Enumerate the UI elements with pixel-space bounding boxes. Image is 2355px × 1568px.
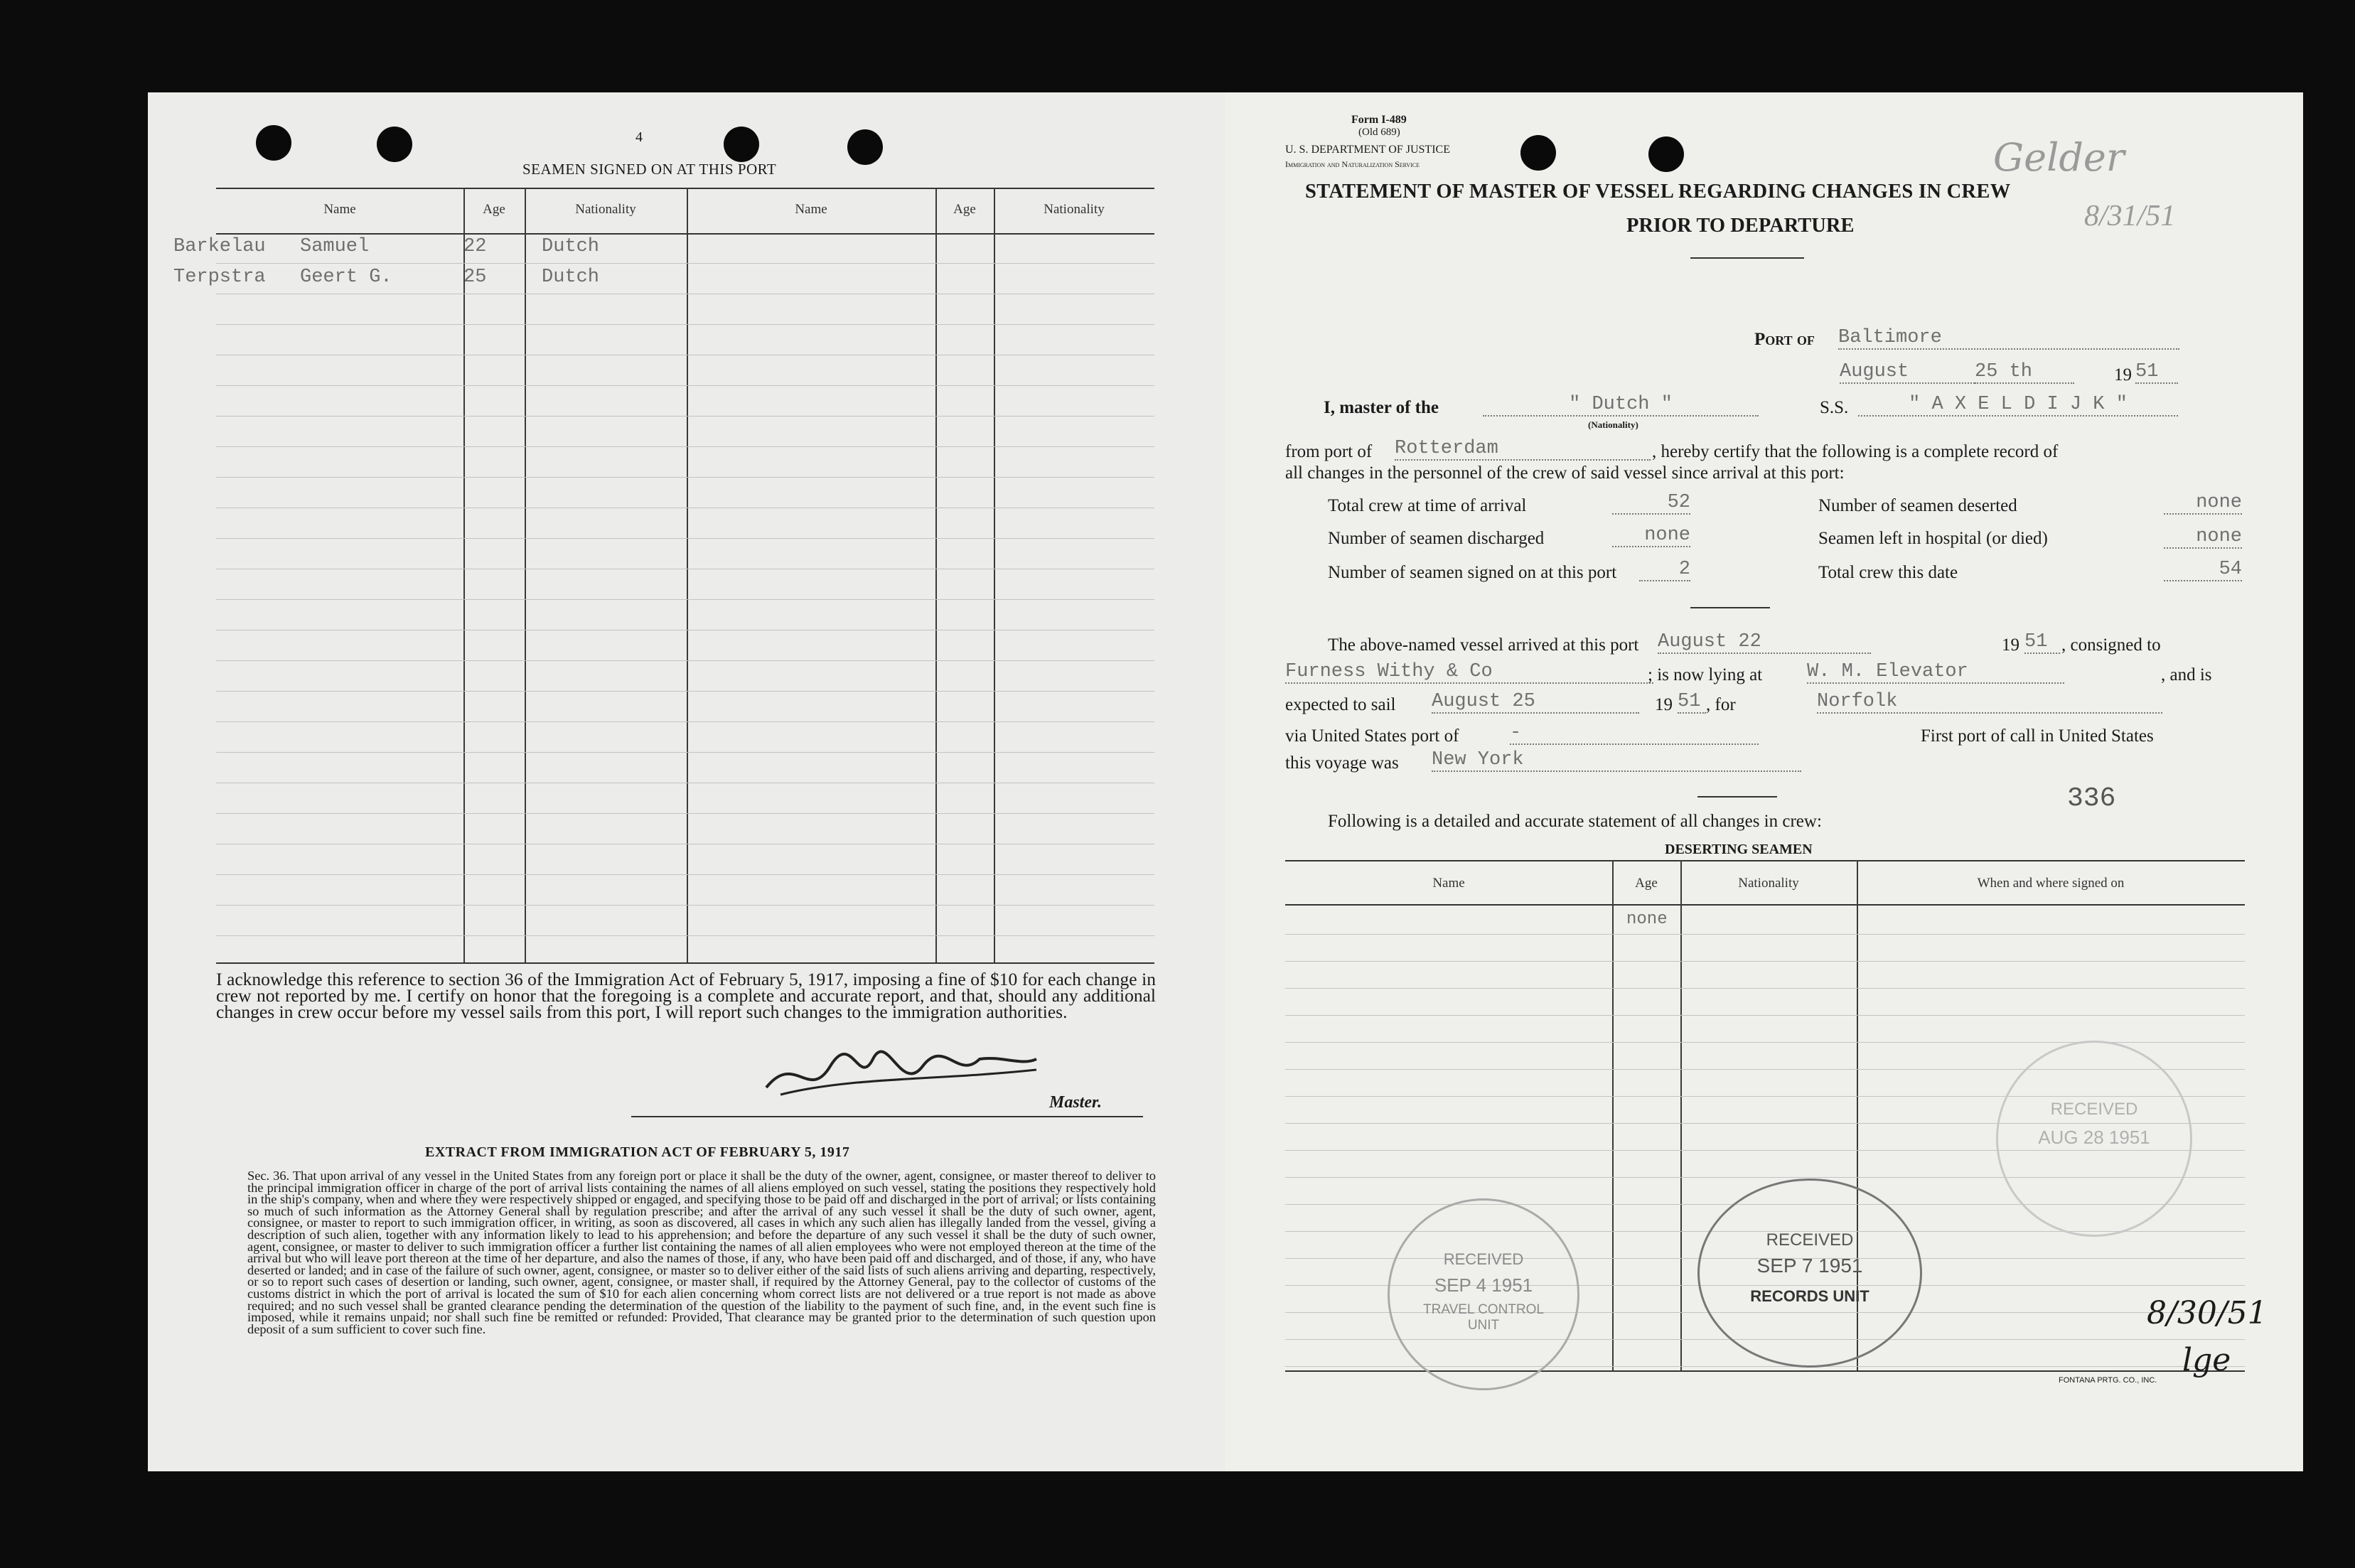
certify-text-2: all changes in the personnel of the crew of said vessel since arrival at this port: <box>1285 463 1845 483</box>
expected-year: 51 <box>1678 691 1706 714</box>
ruled-line <box>216 385 1154 386</box>
nationality-caption: (Nationality) <box>1588 419 1638 430</box>
certify-text: , hereby certify that the following is a complete record of <box>1652 442 2059 461</box>
for-label: , for <box>1706 695 1736 714</box>
document-number: 336 <box>2067 783 2116 814</box>
port-value: Baltimore <box>1838 327 2179 350</box>
column-header: Age <box>1635 876 1658 891</box>
arrived-year: 51 <box>2024 631 2060 654</box>
ruled-line <box>216 538 1154 539</box>
left-page <box>148 92 1231 1471</box>
ruled-line <box>216 324 1154 325</box>
and-is: , and is <box>2161 665 2212 684</box>
stat-value: none <box>1612 525 1690 547</box>
master-of-label: I, master of the <box>1324 398 1439 417</box>
form-title: STATEMENT OF MASTER OF VESSEL REGARDING CHANGES IN CREW <box>1305 181 2011 203</box>
lying-label: ; is now lying at <box>1648 665 1763 684</box>
section-title: SEAMEN SIGNED ON AT THIS PORT <box>522 161 777 178</box>
stat-label: Number of seamen discharged <box>1328 529 1545 548</box>
via-value: - <box>1510 722 1759 745</box>
voyage-value: New York <box>1432 749 1801 772</box>
date-day: 25 th <box>1975 361 2074 384</box>
deserting-entry: none <box>1626 910 1668 929</box>
deserting-title: DESERTING SEAMEN <box>1665 842 1813 857</box>
column-header: Nationality <box>1738 876 1799 891</box>
port-label: Port of <box>1754 330 1815 349</box>
extract-title: EXTRACT FROM IMMIGRATION ACT OF FEBRUARY 5, 1917 <box>425 1144 850 1160</box>
ruled-line <box>1285 961 2245 962</box>
page-number: 4 <box>635 129 643 145</box>
ruled-line <box>216 416 1154 417</box>
ruled-line <box>216 477 1154 478</box>
column-header: Name <box>795 202 827 217</box>
column-header: When and where signed on <box>1977 876 2125 891</box>
stat-label: Total crew at time of arrival <box>1328 496 1527 515</box>
nationality-value: " Dutch " <box>1483 394 1759 417</box>
ruled-line <box>216 691 1154 692</box>
ruled-line <box>1285 988 2245 989</box>
stat-label: Total crew this date <box>1818 563 1958 582</box>
ruled-line <box>1285 1015 2245 1016</box>
surname-cell: Terpstra <box>173 267 266 288</box>
given-name-cell: Geert G. <box>300 267 392 288</box>
handwritten-name: Gelder <box>1993 135 2125 180</box>
age-cell: 25 <box>463 267 487 288</box>
age-cell: 22 <box>463 236 487 257</box>
form-subtitle: PRIOR TO DEPARTURE <box>1626 215 1855 237</box>
handwritten-bottom-date: 8/30/51 <box>2147 1295 2268 1331</box>
received-stamp-port: RECEIVED AUG 28 1951 <box>1996 1041 2192 1237</box>
punch-hole <box>847 129 883 165</box>
right-page: Form I-489 (Old 689) U. S. DEPARTMENT OF JUSTICE Immigration and Naturalization Service Gelder 8/31/51 STATEMENT OF MASTER OF VESSEL REGARDING CHANGES IN CREW PRIOR TO DEPARTURE Port of Baltimore August 25 th 19 51 I, master of the " Dutch " (Nationality) S.S. " A X E L D I J K " from port of Rotterdam , hereby certify that the following is a complete record of all changes in the personnel of the crew of said vessel since arrival at this port: Total crew at time of arrival 52 Number of seamen discharged none Number of seamen signed on at this port 2 Number of seamen deserted none Seamen left in hospital (or died) none Total crew this date 54 The above-named vessel arrived at this port August 22 19 51 , consigned to Furness Withy & Co ; is now lying at W. M. Elevator , and is expected to sail August 25 19 51 , for Norfolk via United States port of - First port of call in United States this voyage was New York 336 Following is a detailed and accurate statement of all changes in crew: DESERTING SEAMEN Name Age Nationality When and where signed on none RECEIVED SEP 4 1951 TRAVEL CONTROL UNIT RECEIVED SEP 7 1951 RECORDS UNIT RECEIVED AUG 28 1951 8/30/51 lge FONTANA PRTG. CO., INC. <box>1225 92 2303 1471</box>
stat-label: Number of seamen signed on at this port <box>1328 563 1617 582</box>
acknowledgment-text: I acknowledge this reference to section 36 of the Immigration Act of February 5, 1917, imposing a fine of $10 for each change in crew not reported by me. I certify on honor that the foregoing is a complete and accurate report, and that, should any additional changes in crew occur before my vessel sails from this port, I will report such changes to the immigration authorities. <box>216 969 1156 1022</box>
given-name-cell: Samuel <box>300 236 370 257</box>
ruled-line <box>216 935 1154 936</box>
printer-mark: FONTANA PRTG. CO., INC. <box>2059 1376 2157 1385</box>
following-text: Following is a detailed and accurate statement of all changes in crew: <box>1328 812 1822 831</box>
table-row <box>173 236 599 257</box>
for-value: Norfolk <box>1817 691 2162 714</box>
lying-value: W. M. Elevator <box>1807 661 2064 684</box>
date-year-prefix: 19 <box>2114 365 2132 385</box>
arrived-value: August 22 <box>1658 631 1871 654</box>
department: U. S. DEPARTMENT OF JUSTICE <box>1285 144 1450 156</box>
ruled-line <box>216 813 1154 814</box>
punch-hole <box>1520 135 1556 171</box>
first-port-label: First port of call in United States <box>1921 726 2154 746</box>
nationality-cell: Dutch <box>542 236 600 257</box>
stat-value: 54 <box>2164 559 2242 581</box>
ss-label: S.S. <box>1820 398 1849 417</box>
service: Immigration and Naturalization Service <box>1285 159 1420 169</box>
form-number: Form I-489 <box>1351 114 1407 126</box>
surname-cell: Barkelau <box>173 236 266 257</box>
punch-hole <box>377 127 412 162</box>
column-header: Age <box>953 202 976 217</box>
master-signature <box>752 1038 1051 1116</box>
via-label: via United States port of <box>1285 726 1459 746</box>
punch-hole <box>256 125 291 161</box>
handwritten-initials: lge <box>2182 1342 2231 1378</box>
consignee: Furness Withy & Co <box>1285 661 1653 684</box>
nationality-cell: Dutch <box>542 267 600 288</box>
handwritten-date: 8/31/51 <box>2084 200 2176 232</box>
ruled-line <box>216 446 1154 447</box>
punch-hole <box>724 127 759 162</box>
seamen-signed-on-table <box>173 185 1154 962</box>
ruled-line <box>1285 934 2245 935</box>
received-stamp-records-unit: RECEIVED SEP 7 1951 RECORDS UNIT <box>1697 1178 1922 1368</box>
extract-text: Sec. 36. That upon arrival of any vessel in the United States from any foreign port or place it shall be the duty of the owner, agent, consignee, or master thereof to deliver to the principal immigration officer in charge of the port of arrival lists containing the names of all aliens employed on such vessel, stating the positions they respectively hold in the ship's company, when and where they were respectively shipped or engaged, and specifying those to be paid off and discharged in the port of arrival; or lists containing so much of such information as the Attorney General shall by regulation prescribe; and after the arrival of any such vessel it shall be the duty of such owner, agent, consignee, or master to report to such immigration officer, in writing, as soon as discovered, all cases in which any such alien has illegally landed from the vessel, giving a description of such alien, together with any information likely to lead to his apprehension; and before the departure of any such vessel it shall be the duty of such owner, agent, consignee, or master to deliver to such immigration officer a further list containing the names of all alien employees who were not employed thereon at the time of the arrival but who will leave port thereon at the time of her departure, and also the names of those, if any, who have been paid off and discharged, and of those, if any, who have deserted or landed; and in case of the failure of such owner, agent, consignee, or master so to deliver either of the said lists of such aliens arriving and departing, respectively, or so to report such cases of desertion or landing, such owner, agent, consignee, or master shall, if required by the Attorney General, pay to the collector of customs of the customs district in which the port of arrival is located the sum of $10 for each alien concerning whom correct lists are not delivered or a true report is not made as above required; and no such vessel shall be granted clearance pending the determination of the question of the liability to the payment of such fine, and, in the event such fine is imposed, while it remains unpaid; nor shall such fine be remitted or refunded: Provided, That clearance may be granted prior to the determination of such question upon deposit of a sum sufficient to cover such fine. <box>247 1169 1156 1336</box>
punch-hole <box>1648 136 1684 172</box>
from-port-label: from port of <box>1285 442 1373 461</box>
arrived-label: The above-named vessel arrived at this port <box>1328 635 1639 655</box>
date-year: 51 <box>2135 361 2178 384</box>
column-header: Age <box>483 202 505 217</box>
ruled-line <box>216 660 1154 661</box>
ruled-line <box>216 905 1154 906</box>
stat-value: none <box>2164 526 2242 549</box>
form-old: (Old 689) <box>1358 127 1400 138</box>
ship-name: " A X E L D I J K " <box>1858 394 2178 417</box>
stat-value: 52 <box>1612 492 1690 515</box>
voyage-label: this voyage was <box>1285 753 1399 773</box>
expected-label: expected to sail <box>1285 695 1396 714</box>
column-header: Name <box>1432 876 1465 891</box>
received-stamp-travel-control: RECEIVED SEP 4 1951 TRAVEL CONTROL UNIT <box>1388 1198 1579 1390</box>
column-header: Name <box>323 202 356 217</box>
table-row <box>173 267 599 288</box>
column-header: Nationality <box>1044 202 1105 217</box>
stat-value: none <box>2164 492 2242 515</box>
ruled-line <box>216 752 1154 753</box>
expected-value: August 25 <box>1432 691 1639 714</box>
from-port-value: Rotterdam <box>1395 438 1651 461</box>
consigned-label: , consigned to <box>2061 635 2161 655</box>
column-header: Nationality <box>575 202 636 217</box>
stat-value: 2 <box>1639 559 1690 581</box>
ruled-line <box>216 263 1154 264</box>
stat-label: Seamen left in hospital (or died) <box>1818 529 2048 548</box>
date-month: August <box>1840 361 1975 384</box>
ruled-line <box>216 874 1154 875</box>
stat-label: Number of seamen deserted <box>1818 496 2017 515</box>
master-label: Master. <box>1049 1093 1103 1112</box>
ruled-line <box>216 599 1154 600</box>
ruled-line <box>216 721 1154 722</box>
